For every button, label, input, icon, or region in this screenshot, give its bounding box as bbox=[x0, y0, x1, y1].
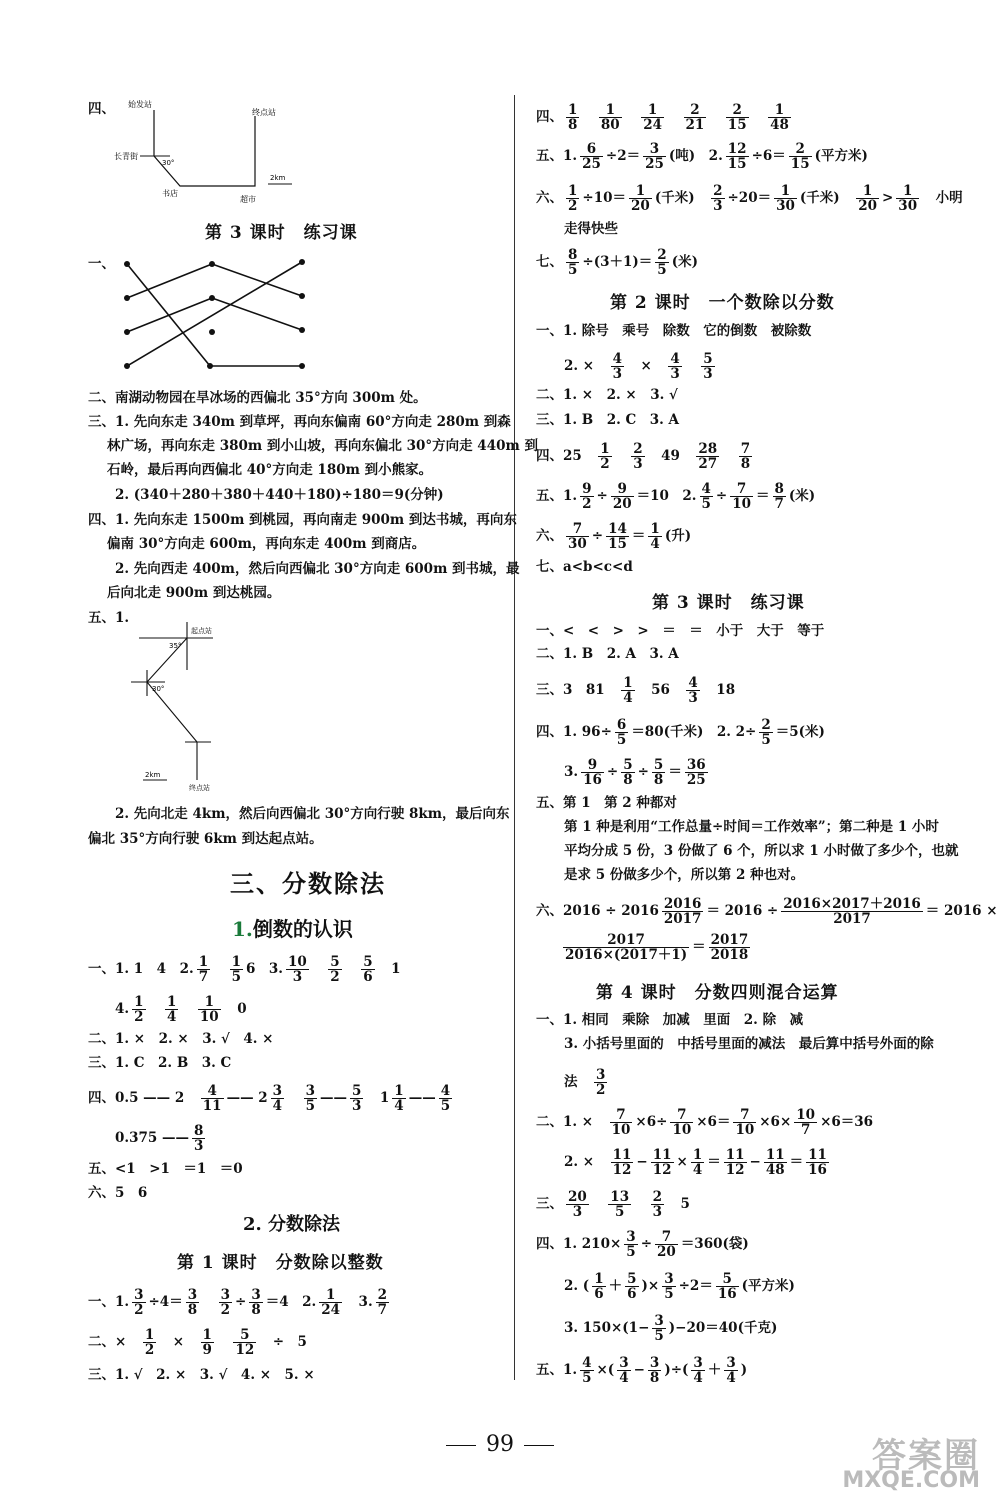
answer-line: 五、1. bbox=[88, 610, 130, 626]
answer-line: 偏南 30°方向走 600m，再向东走 400m 到商店。 bbox=[107, 536, 426, 552]
route-map-1 bbox=[110, 96, 300, 206]
answer-line: 二、× $\frac{1}{2}$ × $\frac{1}{9}$ $\frac{5}{12}$ ÷ 5 bbox=[88, 1327, 307, 1358]
answer-line: 五、第 1 第 2 种都对 bbox=[536, 795, 677, 811]
map2-start-label: 起点站 bbox=[191, 627, 212, 635]
answer-line: 是求 5 份做多少个，所以第 2 种也对。 bbox=[564, 867, 805, 883]
answer-line: 三、1. 先向东走 340m 到草坪，再向东偏南 60°方向走 280m 到森 bbox=[88, 414, 511, 430]
answer-line: 0.375 —— $\frac{8}{3}$ bbox=[115, 1123, 204, 1154]
watermark-url: MXQE.COM bbox=[842, 1468, 980, 1493]
column-divider bbox=[514, 95, 515, 1380]
answer-line: 2. ( $\frac{1}{6}$ ＋ $\frac{5}{6}$ )× $\frac{3}{5}$ ÷2＝ $\frac{5}{16}$ (平方米) bbox=[564, 1271, 795, 1302]
map1-end-label: 终点站 bbox=[252, 108, 276, 117]
answer-line: 六、2016 ÷ 2016 $\frac{2016}{2017}$ ＝ 2016 ÷ $\frac{2016\times 2017+2016}{2017}$ ＝ 2016 × bbox=[536, 896, 998, 927]
answer-line: $\frac{2017}{2016\times(2017+1)}$ ＝ $\frac{2017}{2018}$ bbox=[565, 932, 749, 963]
section-2-heading: 2. 分数除法 bbox=[243, 1214, 341, 1235]
heading-lesson-2: 第 2 课时 一个数除以分数 bbox=[610, 293, 835, 313]
answer-line: 林广场，再向东走 380m 到小山坡，再向东偏北 30°方向走 440m 到 bbox=[107, 438, 538, 454]
matching-diagram bbox=[115, 252, 315, 377]
answer-line: 三、1. B 2. C 3. A bbox=[536, 412, 680, 428]
answer-line: 三、 $\frac{20}{3}$ $\frac{13}{5}$ $\frac{2}{3}$ 5 bbox=[536, 1189, 690, 1220]
answer-line: 四、1. 96÷ $\frac{6}{5}$ ＝80(千米) 2. 2÷ $\frac{2}{5}$ ＝5(米) bbox=[536, 717, 825, 748]
answer-line: 三、1. C 2. B 3. C bbox=[88, 1055, 232, 1071]
answer-line: 二、南湖动物园在旱冰场的西偏北 35°方向 300m 处。 bbox=[88, 390, 427, 406]
answer-line: 2. × $\frac{11}{12}$ − $\frac{11}{12}$ × $\frac{1}{4}$ ＝ $\frac{11}{12}$ − $\frac{11}{48}$ ＝ $\frac{11}{16}$ bbox=[564, 1147, 827, 1178]
answer-line: 五、1. $\frac{9}{2}$ ÷ $\frac{9}{20}$ ＝10 2. $\frac{4}{5}$ ÷ $\frac{7}{10}$ ＝ $\frac{8}{7}$ (米) bbox=[536, 481, 816, 512]
map1-market-label: 超市 bbox=[240, 195, 256, 204]
answer-line: 一、1. 1 4 2. $\frac{1}{7}$ $\frac{1}{5}$ 6 3. $\frac{10}{3}$ $\frac{5}{2}$ $\frac{5}{6}$ 1 bbox=[88, 954, 401, 985]
answer-line: 四、1. 先向东走 1500m 到桃园，再向南走 900m 到达书城，再向东 bbox=[88, 512, 517, 528]
section-1-heading: 1.倒数的认识 bbox=[232, 917, 353, 941]
answer-line: 平均分成 5 份，3 份做了 6 个，所以求 1 小时做了多少个，也就 bbox=[564, 843, 959, 859]
answer-line: 四、0.5 —— 2 $\frac{4}{11}$ —— 2 $\frac{3}{4}$ $\frac{3}{5}$ —— $\frac{5}{3}$ 1 $\frac{1}{4}$ —— $\frac{4}{5}$ bbox=[88, 1083, 451, 1114]
answer-line: 2. (340＋280＋380＋440＋180)÷180＝9(分钟) bbox=[115, 487, 444, 503]
answer-line: 四、 $\frac{1}{8}$ $\frac{1}{80}$ $\frac{1}{24}$ $\frac{2}{21}$ $\frac{2}{15}$ $\frac{1}{48}$ bbox=[536, 102, 789, 133]
heading-lesson-1: 第 1 课时 分数除以整数 bbox=[177, 1253, 384, 1273]
map2-end-label: 终点站 bbox=[189, 784, 210, 792]
answer-line: 2. 先向西走 400m，然后向西偏北 30°方向走 600m 到书城，最 bbox=[115, 561, 520, 577]
answer-line: 后向北走 900m 到达桃园。 bbox=[107, 585, 281, 601]
heading-lesson-3-left: 第 3 课时 练习课 bbox=[205, 223, 358, 243]
answer-line: 四、25 $\frac{1}{2}$ $\frac{2}{3}$ 49 $\frac{28}{27}$ $\frac{7}{8}$ bbox=[536, 441, 751, 472]
answer-line: 一、1. 相同 乘除 加减 里面 2. 除 减 bbox=[536, 1012, 804, 1028]
answer-line: 法 $\frac{3}{2}$ bbox=[564, 1067, 606, 1098]
answer-line: 3. $\frac{9}{16}$ ÷ $\frac{5}{8}$ ÷ $\frac{5}{8}$ ＝ $\frac{36}{25}$ bbox=[564, 757, 706, 788]
answer-line: 一、1. 除号 乘号 除数 它的倒数 被除数 bbox=[536, 323, 812, 339]
answer-line: 二、1. × 2. × 3. √ bbox=[536, 387, 678, 403]
answer-line: 六、5 6 bbox=[88, 1185, 148, 1201]
answer-line: 三、3 81 $\frac{1}{4}$ 56 $\frac{4}{3}$ 18 bbox=[536, 675, 736, 706]
answer-line: 4. $\frac{1}{2}$ $\frac{1}{4}$ $\frac{1}{10}$ 0 bbox=[115, 994, 247, 1025]
answer-line: 七、a<b<c<d bbox=[536, 559, 633, 575]
answer-line: 一、1. $\frac{3}{2}$ ÷4＝ $\frac{3}{8}$ $\frac{3}{2}$ ÷ $\frac{3}{8}$ ＝4 2. $\frac{1}{24}$ 3. $\frac{2}{7}$ bbox=[88, 1287, 388, 1318]
page-number: 99 bbox=[0, 1432, 1000, 1457]
route-map-2 bbox=[125, 620, 275, 795]
section-4-label: 四、 bbox=[88, 101, 115, 117]
answer-line: 五、1. $\frac{4}{5}$ ×( $\frac{3}{4}$ − $\frac{3}{8}$ )÷( $\frac{3}{4}$ ＋ $\frac{3}{4}$ ) bbox=[536, 1355, 748, 1386]
map2-scale-label: 2km bbox=[145, 771, 161, 779]
map2-angle1-label: 35° bbox=[169, 642, 182, 650]
map1-street-label: 长青街 bbox=[114, 152, 138, 161]
answer-line: 2. 先向北走 4km，然后向西偏北 30°方向行驶 8km，最后向东 bbox=[115, 806, 510, 822]
answer-line: 二、1. × $\frac{7}{10}$ ×6÷ $\frac{7}{10}$ ×6＝ $\frac{7}{10}$ ×6× $\frac{10}{7}$ ×6＝36 bbox=[536, 1107, 874, 1138]
chapter-3-heading: 三、分数除法 bbox=[230, 869, 386, 898]
map1-bookstore-label: 书店 bbox=[162, 189, 178, 198]
map1-scale-label: 2km bbox=[270, 174, 286, 182]
answer-line: 四、1. 210× $\frac{3}{5}$ ÷ $\frac{7}{20}$ ＝360(袋) bbox=[536, 1229, 749, 1260]
answer-line: 3. 150×(1− $\frac{3}{5}$ )−20＝40(千克) bbox=[564, 1313, 778, 1344]
answer-line: 偏北 35°方向行驶 6km 到达起点站。 bbox=[88, 831, 323, 847]
answer-line: 二、1. B 2. A 3. A bbox=[536, 646, 679, 662]
map1-start-label: 始发站 bbox=[128, 100, 152, 109]
answer-line: 2. × $\frac{4}{3}$ × $\frac{4}{3}$ $\frac{5}{3}$ bbox=[564, 351, 713, 382]
answer-line: 3. 小括号里面的 中括号里面的减法 最后算中括号外面的除 bbox=[564, 1036, 934, 1052]
answer-line: 石岭，最后再向西偏北 40°方向走 180m 到小熊家。 bbox=[107, 462, 433, 478]
answer-line: 六、 $\frac{1}{2}$ ÷10＝ $\frac{1}{20}$ (千米) $\frac{2}{3}$ ÷20＝ $\frac{1}{30}$ (千米) $\frac{1}{20}$ > $\frac{1}{30}$ 小明 bbox=[536, 183, 963, 214]
heading-lesson-4: 第 4 课时 分数四则混合运算 bbox=[596, 983, 839, 1003]
answer-line: 七、 $\frac{8}{5}$ ÷(3＋1)＝ $\frac{2}{5}$ (米) bbox=[536, 247, 698, 278]
answer-line: 第 1 种是利用“工作总量÷时间＝工作效率”；第二种是 1 小时 bbox=[564, 819, 939, 835]
watermark-logo: 答案圈 bbox=[872, 1436, 980, 1476]
answer-line: 一、< < > > ＝ ＝ 小于 大于 等于 bbox=[536, 623, 825, 639]
answer-line: 五、<1 >1 ＝1 ＝0 bbox=[88, 1161, 243, 1177]
q1-label: 一、 bbox=[88, 256, 115, 272]
answer-line: 二、1. × 2. × 3. √ 4. × bbox=[88, 1031, 274, 1047]
map1-angle-label: 30° bbox=[162, 159, 175, 167]
answer-line: 走得快些 bbox=[564, 221, 618, 237]
heading-lesson-3-right: 第 3 课时 练习课 bbox=[652, 593, 805, 613]
answer-line: 三、1. √ 2. × 3. √ 4. × 5. × bbox=[88, 1367, 315, 1383]
map2-angle2-label: 30° bbox=[152, 685, 165, 693]
answer-line: 五、1. $\frac{6}{25}$ ÷2＝ $\frac{3}{25}$ (吨) 2. $\frac{12}{15}$ ÷6＝ $\frac{2}{15}$ (平方米) bbox=[536, 141, 868, 172]
answer-line: 六、 $\frac{7}{30}$ ÷ $\frac{14}{15}$ ＝ $\frac{1}{4}$ (升) bbox=[536, 521, 692, 552]
